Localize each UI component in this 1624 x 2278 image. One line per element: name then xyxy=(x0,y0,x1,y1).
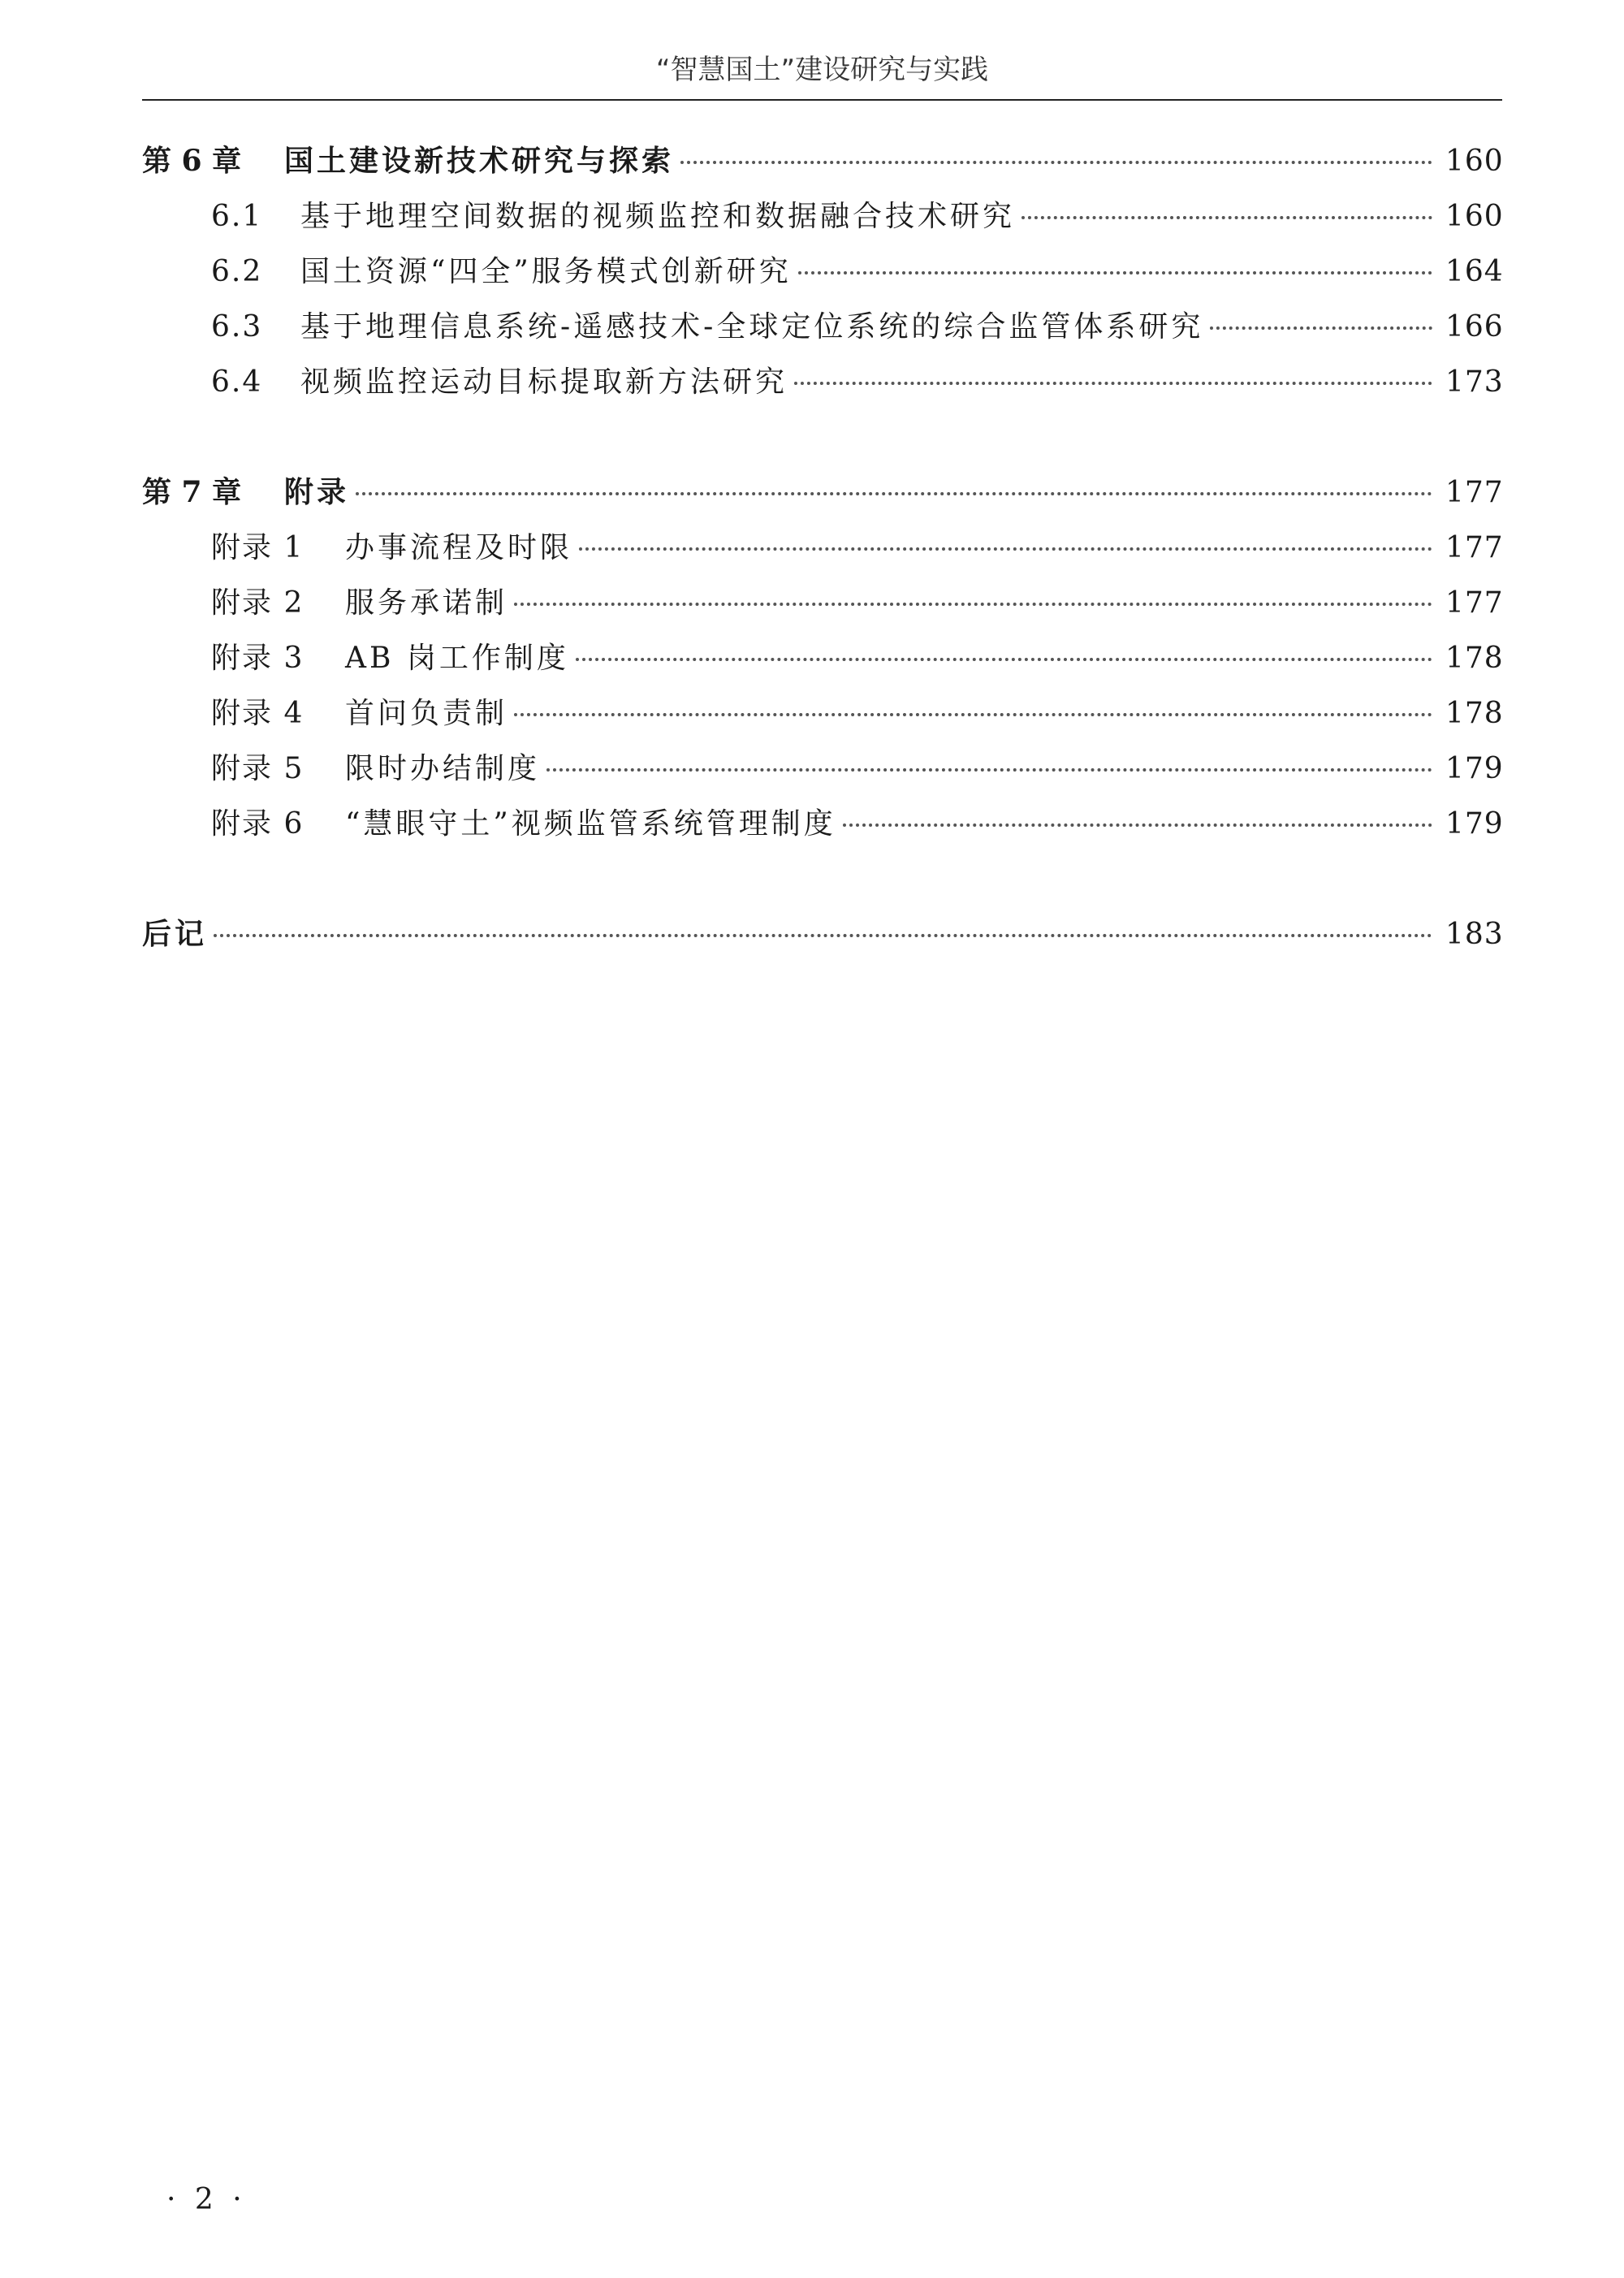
toc-title: 基于地理空间数据的视频监控和数据融合技术研究 xyxy=(300,200,1016,233)
toc-page-number: 173 xyxy=(1445,365,1504,399)
toc-number: 附录 6 xyxy=(211,807,304,841)
dot-leader xyxy=(514,713,1432,716)
toc-appendix-2[interactable] xyxy=(142,580,1502,635)
dot-leader xyxy=(794,382,1432,385)
toc-number: 附录 5 xyxy=(211,752,304,785)
table-of-contents xyxy=(142,138,1502,966)
toc-appendix-3[interactable] xyxy=(142,635,1502,690)
dot-leader xyxy=(576,658,1432,661)
toc-number: 附录 2 xyxy=(211,586,304,620)
toc-number: 附录 1 xyxy=(211,531,304,564)
toc-page-number: 179 xyxy=(1445,807,1504,841)
toc-title: 限时办结制度 xyxy=(345,752,541,785)
dot-leader xyxy=(546,768,1432,772)
toc-page-number: 178 xyxy=(1445,697,1504,730)
toc-appendix-1[interactable] xyxy=(142,525,1502,580)
toc-page-number: 160 xyxy=(1445,145,1504,178)
toc-title: AB 岗工作制度 xyxy=(345,642,569,675)
dot-leader xyxy=(680,161,1432,164)
toc-number: 附录 3 xyxy=(211,642,304,675)
toc-number: 6.2 xyxy=(211,255,263,288)
dot-leader xyxy=(356,492,1432,495)
toc-title: 视频监控运动目标提取新方法研究 xyxy=(300,365,788,399)
toc-postscript[interactable] xyxy=(142,911,1502,966)
toc-page-number: 178 xyxy=(1445,642,1504,675)
toc-title: “慧眼守土”视频监管系统管理制度 xyxy=(345,807,836,841)
toc-number: 6.3 xyxy=(211,310,263,344)
toc-page-number: 177 xyxy=(1445,586,1504,620)
dot-leader xyxy=(514,603,1432,606)
toc-title: 附录 xyxy=(284,475,350,509)
dot-leader xyxy=(1021,216,1432,219)
dot-leader xyxy=(214,934,1432,937)
toc-number: 第 6 章 xyxy=(142,144,242,178)
toc-section-6-1[interactable] xyxy=(142,193,1502,249)
toc-appendix-4[interactable] xyxy=(142,690,1502,746)
toc-title: 服务承诺制 xyxy=(345,586,508,620)
toc-section-6-4[interactable] xyxy=(142,359,1502,414)
toc-section-6-3[interactable] xyxy=(142,304,1502,359)
toc-title: 首问负责制 xyxy=(345,697,508,730)
toc-number: 6.4 xyxy=(211,365,263,399)
dot-leader xyxy=(798,271,1432,274)
toc-page-number: 183 xyxy=(1445,918,1504,951)
toc-title: 基于地理信息系统-遥感技术-全球定位系统的综合监管体系研究 xyxy=(300,310,1204,344)
running-header: “智慧国土”建设研究与实践 xyxy=(655,54,989,86)
toc-number: 第 7 章 xyxy=(142,475,242,509)
toc-title: 办事流程及时限 xyxy=(345,531,573,564)
toc-page-number: 160 xyxy=(1445,200,1504,233)
toc-appendix-6[interactable] xyxy=(142,801,1502,856)
toc-appendix-5[interactable] xyxy=(142,746,1502,801)
toc-page-number: 164 xyxy=(1445,255,1504,288)
dot-leader xyxy=(579,547,1432,551)
toc-number: 6.1 xyxy=(211,200,263,233)
page-number: · 2 · xyxy=(166,2183,247,2216)
toc-page-number: 177 xyxy=(1445,476,1504,509)
toc-chapter-6[interactable] xyxy=(142,138,1502,193)
toc-number: 附录 4 xyxy=(211,697,304,730)
toc-chapter-7[interactable] xyxy=(142,469,1502,525)
toc-title: 国土建设新技术研究与探索 xyxy=(284,144,675,178)
dot-leader xyxy=(843,823,1432,827)
toc-page-number: 166 xyxy=(1445,310,1504,344)
toc-page-number: 179 xyxy=(1445,752,1504,785)
header-rule xyxy=(142,99,1502,101)
dot-leader xyxy=(1210,326,1432,330)
toc-page-number: 177 xyxy=(1445,531,1504,564)
toc-section-6-2[interactable] xyxy=(142,249,1502,304)
toc-title: 后记 xyxy=(142,917,208,951)
toc-title: 国土资源“四全”服务模式创新研究 xyxy=(300,255,792,288)
